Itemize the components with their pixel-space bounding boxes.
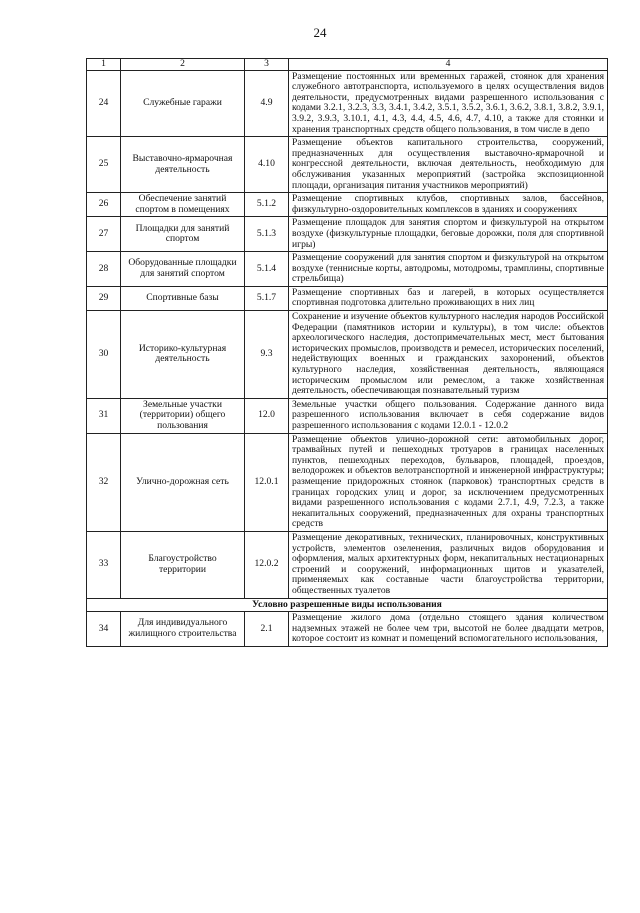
land-use-table (86, 58, 608, 647)
table-row (87, 137, 608, 193)
row-number: 34 (87, 612, 121, 647)
page-number: 24 (313, 25, 327, 40)
row-description: Размещение объектов улично-дорожной сети: автомобильных дорог, трамвайных путей и пешеходных тротуаров в границах населенных пунктов, пешеходных переходов, бульваров, площадей, проездов, велодорожек и объектов велотранспортной и инженерной инфраструктуры; размещение придорожных стоянок (парковок) транспортных средств в границах городских улиц и дорог, за исключением предусмотренных видами разрешенного использования с кодами 2.7.1, 4.9, 7.2.3, а также некапитальных сооружений, предназначенных для охраны транспортных средств (289, 433, 608, 531)
row-description: Размещение сооружений для занятия спортом и физкультурой на открытом воздухе (теннисные корты, автодромы, мотодромы, трамплины, спортивные стрельбища) (289, 252, 608, 287)
row-number: 25 (87, 137, 121, 193)
row-description: Размещение декоративных, технических, планировочных, конструктивных устройств, элементов озеленения, различных видов оборудования и оформления, малых архитектурных форм, некапитальных нестационарных строений и сооружений, информационных щитов и указателей, применяемых как составные части благоустройства территории, общественных туалетов (289, 531, 608, 598)
row-number: 33 (87, 531, 121, 598)
header-cell: 2 (121, 59, 245, 71)
table-row (87, 217, 608, 252)
row-name: Улично-дорожная сеть (121, 433, 245, 531)
row-number: 29 (87, 286, 121, 310)
row-name: Оборудованные площадки для занятий спортом (121, 252, 245, 287)
table-row (87, 252, 608, 287)
header-cell: 3 (245, 59, 289, 71)
table-row (87, 612, 608, 647)
row-code: 12.0 (245, 398, 289, 433)
row-code: 2.1 (245, 612, 289, 647)
row-code: 12.0.1 (245, 433, 289, 531)
table-row (87, 70, 608, 137)
row-number: 28 (87, 252, 121, 287)
row-description: Сохранение и изучение объектов культурного наследия народов Российской Федерации (памятников истории и культуры), в том числе: объектов археологического наследия, достопримечательных мест, мест бытования исторических промыслов, производств и ремесел, исторических поселений, недействующих военных и гражданских захоронений, объектов культурного наследия, хозяйственная деятельность, являющаяся историческим промыслом или ремеслом, а также хозяйственная деятельность, обеспечивающая познавательный туризм (289, 311, 608, 399)
row-number: 31 (87, 398, 121, 433)
row-name: Площадки для занятий спортом (121, 217, 245, 252)
table-header-row (87, 59, 608, 71)
row-description: Размещение объектов капитального строительства, сооружений, предназначенных для осуществления выставочно-ярмарочной и конгрессной деятельности, включая деятельность, необходимую для обслуживания указанных мероприятий (застройка экспозиционной площади, организация питания участников мероприятий) (289, 137, 608, 193)
row-name: Выставочно-ярмарочная деятельность (121, 137, 245, 193)
table-row (87, 311, 608, 399)
row-description: Размещение спортивных баз и лагерей, в которых осуществляется спортивная подготовка длительно проживающих в них лиц (289, 286, 608, 310)
row-name: Историко-культурная деятельность (121, 311, 245, 399)
table-row (87, 193, 608, 217)
row-code: 5.1.4 (245, 252, 289, 287)
row-code: 4.9 (245, 70, 289, 137)
row-code: 5.1.2 (245, 193, 289, 217)
row-code: 5.1.3 (245, 217, 289, 252)
row-description: Размещение жилого дома (отдельно стоящего здания количеством надземных этажей не более чем три, высотой не более двадцати метров, которое состоит из комнат и помещений вспомогательного использования, (289, 612, 608, 647)
table-row (87, 398, 608, 433)
row-code: 12.0.2 (245, 531, 289, 598)
row-description: Размещение спортивных клубов, спортивных залов, бассейнов, физкультурно-оздоровительных комплексов в зданиях и сооружениях (289, 193, 608, 217)
row-code: 4.10 (245, 137, 289, 193)
row-name: Служебные гаражи (121, 70, 245, 137)
row-code: 9.3 (245, 311, 289, 399)
row-name: Для индивидуального жилищного строительства (121, 612, 245, 647)
header-cell: 4 (289, 59, 608, 71)
row-description: Размещение постоянных или временных гаражей, стоянок для хранения служебного автотранспорта, используемого в целях осуществления видов деятельности, предусмотренных видами разрешенного использования с кодами 3.2.1, 3.2.3, 3.3, 3.4.1, 3.4.2, 3.5.1, 3.5.2, 3.6.1, 3.6.2, 3.8.1, 3.8.2, 3.9.1, 3.9.2, 3.9.3, 3.10.1, 4.1, 4.3, 4.4, 4.5, 4.6, 4.7, 4.10, а также для стоянки и хранения транспортных средств общего пользования, в том числе в депо (289, 70, 608, 137)
row-code: 5.1.7 (245, 286, 289, 310)
row-number: 32 (87, 433, 121, 531)
section-title: Условно разрешенные виды использования (87, 598, 608, 612)
row-number: 24 (87, 70, 121, 137)
row-name: Благоустройство территории (121, 531, 245, 598)
row-number: 30 (87, 311, 121, 399)
header-cell: 1 (87, 59, 121, 71)
row-name: Земельные участки (территории) общего пользования (121, 398, 245, 433)
row-description: Земельные участки общего пользования. Содержание данного вида разрешенного использования включает в себя содержание видов разрешенного использования с кодами 12.0.1 - 12.0.2 (289, 398, 608, 433)
row-name: Обеспечение занятий спортом в помещениях (121, 193, 245, 217)
table-row (87, 433, 608, 531)
row-name: Спортивные базы (121, 286, 245, 310)
table-row (87, 286, 608, 310)
section-row (87, 598, 608, 612)
table-row (87, 531, 608, 598)
row-number: 26 (87, 193, 121, 217)
row-description: Размещение площадок для занятия спортом и физкультурой на открытом воздухе (физкультурные площадки, беговые дорожки, поля для спортивной игры) (289, 217, 608, 252)
row-number: 27 (87, 217, 121, 252)
